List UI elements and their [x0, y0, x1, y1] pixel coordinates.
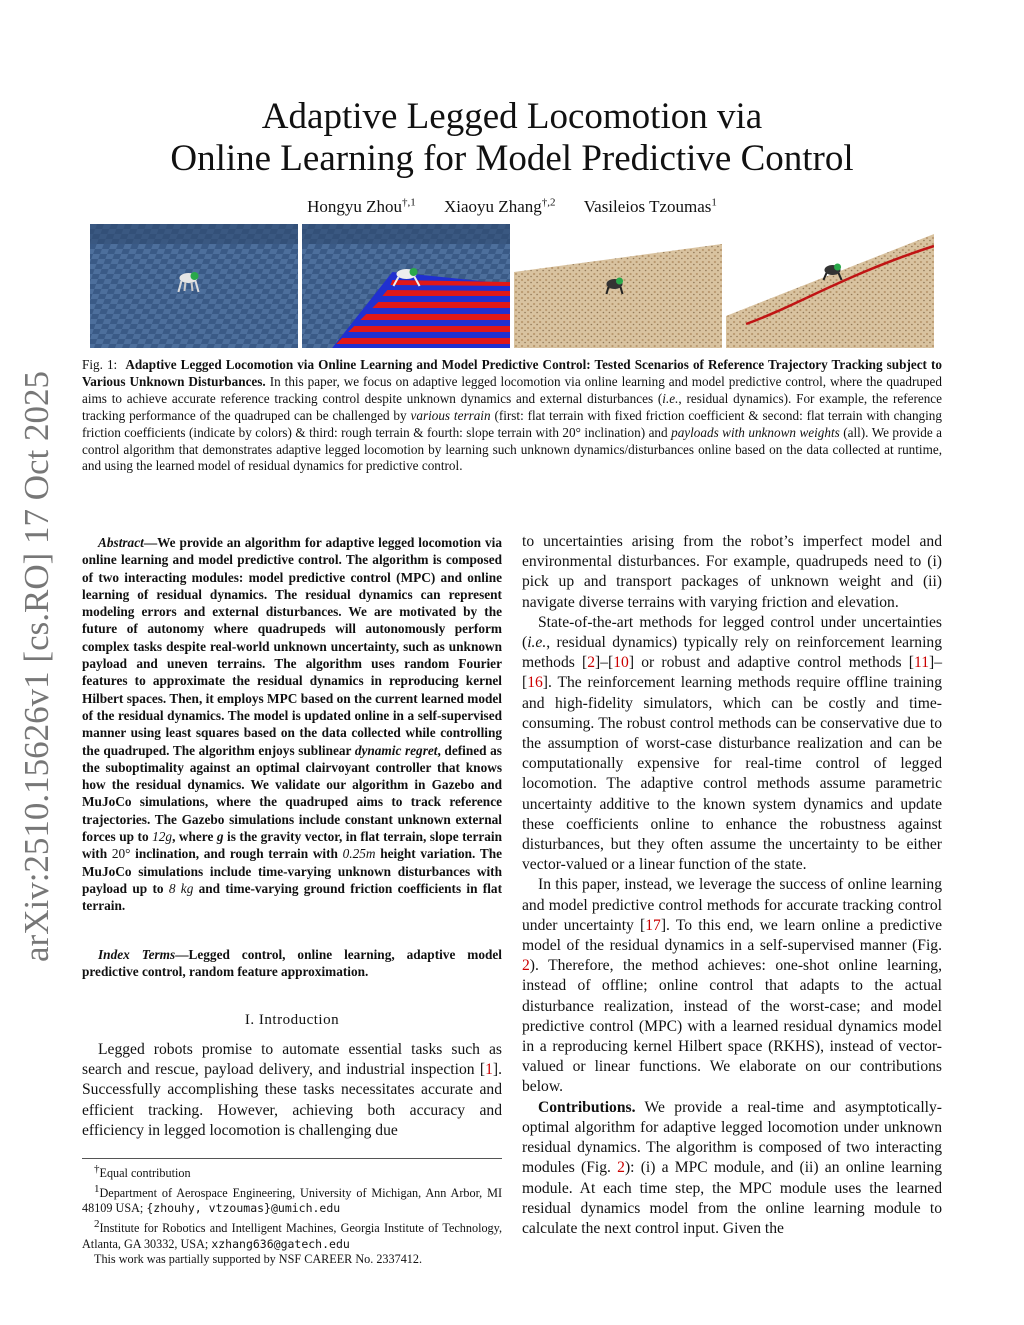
email-link[interactable]: xzhang636@gatech.edu [211, 1236, 350, 1251]
paper-title [100, 96, 924, 180]
author-list [100, 196, 924, 217]
title-line-2: Online Learning for Model Predictive Control [170, 138, 854, 179]
email-link[interactable]: {zhouhy, vtzoumas}@umich.edu [146, 1201, 341, 1216]
footnotes: †Equal contribution $^1$Department of Aerospace Engineering, University of Michigan, Ann Arbor, MI 48109 USA; {zhouhy, vtzoumas}@umich.edu $^2$Institute for Robotics and Intelligent Machines, Georgia Institute of Technology, Atlanta, GA 30332, USA; xzhang636@gatech.edu This work was partially supported by NSF CAREER No. 2337412. [82, 1158, 502, 1268]
citation-link[interactable]: 11 [913, 654, 929, 672]
citation-link[interactable]: 2 [587, 654, 596, 672]
title-line-1: Adaptive Legged Locomotion via [261, 96, 763, 137]
author: Hongyu Zhou$^{\dagger,1}$ [307, 196, 416, 216]
panel-rough-terrain [514, 224, 722, 348]
panel-slope-terrain [726, 224, 934, 348]
intro-paragraph: Legged robots promise to automate essential tasks such as search and rescue, payload delivery, and industrial inspection [1]. Successfully accomplishing these tasks necessitates accurate and efficient tracking. However, achieving both accuracy and efficiency in legged locomotion is challenging due [82, 1041, 502, 1139]
paragraph: to uncertainties arising from the robot’s imperfect model and environmental disturbances. For example, quadrupeds need to (i) pick up and transport packages of unknown weight and (ii) navigate diverse terrains with varying friction and elevation. [522, 533, 942, 611]
citation-link[interactable]: 16 [527, 674, 543, 692]
author: Xiaoyu Zhang$^{\dagger,2}$ [444, 196, 556, 216]
arxiv-stamp-text: arXiv:2510.15626v1 [cs.RO] 17 Oct 2025 [17, 372, 56, 962]
figure-link[interactable]: 2 [522, 957, 530, 975]
abstract: Abstract—We provide an algorithm for adaptive legged locomotion via online learning and model predictive control. The algorithm is composed of two interacting modules: model predictive control (MPC) and online learning of residual dynamics. The residual dynamics can represent modeling errors and external disturbances. We are motivated by the future of autonomy where quadrupeds will autonomously perform complex tasks despite real-world unknown uncertainty, such as unknown payload and uneven terrains. The algorithm uses random Fourier features to approximate the residual dynamics in reproducing kernel Hilbert spaces. Then, it employs MPC based on the current learned model of the residual dynamics. The model is updated online in a self-supervised manner using least squares based on the data collected while controlling the quadruped. The algorithm enjoys sublinear dynamic regret, defined as the suboptimality against an optimal clairvoyant controller that knows how the residual dynamics. We validate our algorithm in Gazebo and MuJoCo simulations, where the quadruped aims to track reference trajectories. The Gazebo simulations include constant unknown external forces up to 12g, where g is the gravity vector, in flat terrain, slope terrain with 20° inclination, and rough terrain with 0.25m height variation. The MuJoCo simulations include time-varying unknown disturbances with payload up to 8 kg and time-varying ground friction coefficients in flat terrain. [82, 535, 503, 914]
arxiv-stamp [8, 372, 62, 962]
citation-link[interactable]: 17 [645, 916, 661, 934]
figure-link[interactable]: 2 [617, 1159, 625, 1177]
citation-link[interactable]: 10 [613, 654, 629, 672]
section-heading: I. Introduction [244, 1012, 340, 1028]
paragraph: State-of-the-art methods for legged control under uncertainties (i.e., residual dynamics) typically rely on reinforcement learning methods [2]–[10] or robust and adaptive control methods [11]–[16]. The reinforcement learning methods require offline training and high-fidelity simulators, which can be costly and time-consuming. The robust control methods can be conservative due to the assumption of worst-case disturbance realization and can be computationally expensive for real-time control of legged locomotion. The adaptive control methods assume parametric uncertainty additive to the known system dynamics and update these coefficients online to enhance the robustness against disturbances, but they often assume the uncertainty to be either vector-valued or a linear function of the state. [522, 613, 942, 874]
author: Vasileios Tzoumas$^1$ [583, 196, 717, 216]
figure-1-panels [90, 224, 934, 348]
paragraph: In this paper, instead, we leverage the success of online learning and model predictive control methods for accurate tracking control under uncertainty [17]. To this end, we learn online a predictive model of the residual dynamics in a self-supervised manner (Fig. 2). Therefore, the method achieves: one-shot online learning, instead of offline; online control that adapts to the actual disturbance realization, instead of the worst-case; and model predictive control (MPC) with a learned residual dynamics model in a reproducing kernel Hilbert space (RKHS), instead of vector-valued or linear functions. We elaborate on our contributions below. [522, 876, 943, 1096]
figure-1-caption: Fig. 1: Adaptive Legged Locomotion via Online Learning and Model Predictive Control: Tested Scenarios of Reference Trajectory Tracking subject to Various Unknown Disturbances. In this paper, we focus on adaptive legged locomotion via online learning and model predictive control, where the quadruped aims to achieve accurate reference tracking control despite unknown dynamics and external disturbances (i.e., residual dynamics). For example, the reference tracking performance of the quadruped can be challenged by various terrain (first: flat terrain with fixed friction coefficient & second: flat terrain with changing friction coefficients (indicate by colors) & third: rough terrain & fourth: slope terrain with 20° inclination) and payloads with unknown weights (all). We provide a control algorithm that demonstrates adaptive legged locomotion by learning such unknown dynamics/disturbances online based on the data collected at runtime, and using the learned model of residual dynamics for predictive control. [82, 357, 943, 474]
paragraph: Contributions. We provide a real-time and asymptotically-optimal algorithm for adaptive legged locomotion under unknown residual dynamics. The algorithm is composed of two interacting modules (Fig. 2): (i) a MPC module, and (ii) an online learning module. At each time step, the MPC module uses the learned residual dynamics model from the online learning module to calculate the next control input. Given the [522, 1098, 942, 1237]
index-terms: Index Terms—Legged control, online learning, adaptive model predictive control, random feature approximation. [82, 947, 503, 980]
panel-friction-terrain [302, 224, 510, 348]
right-column [522, 532, 942, 1239]
citation-link[interactable]: 1 [485, 1061, 493, 1079]
abstract-label: Abstract [98, 535, 144, 550]
panel-flat-terrain [90, 224, 298, 348]
